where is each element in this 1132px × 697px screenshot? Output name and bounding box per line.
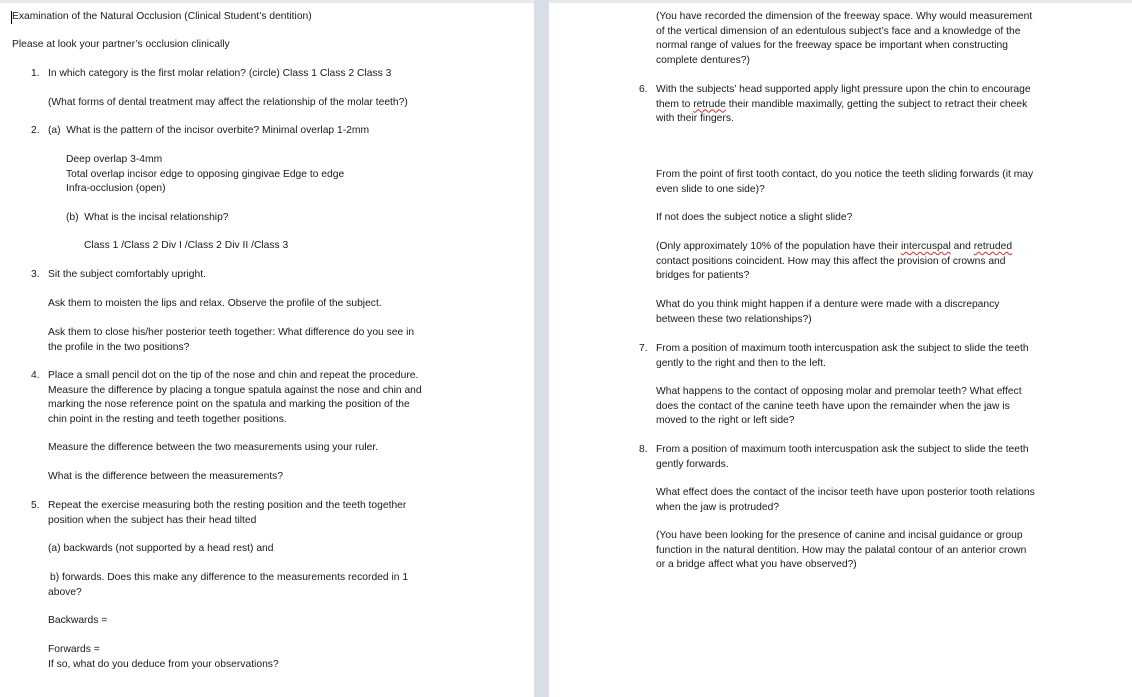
q6-line[interactable]: With the subjects’ head supported apply light pressure upon the chin to encourage (656, 84, 1031, 95)
q2b-classes[interactable]: Class 1 /Class 2 Div I /Class 2 Div II /Class 3 (84, 240, 289, 251)
q8-note-line[interactable]: or a bridge affect what you have observed?) (656, 559, 857, 570)
q6-paragraph[interactable]: If not does the subject notice a slight slide? (656, 212, 853, 223)
spelling-error-retrude[interactable]: retrude (693, 98, 726, 110)
q4-line[interactable]: Place a small pencil dot on the tip of the nose and chin and repeat the procedure. (48, 370, 419, 381)
q5-line[interactable]: position when the subject has their head tilted (48, 514, 257, 526)
q2b-text[interactable]: (b) What is the incisal relationship? (66, 212, 229, 223)
q6-note-start: (Only approximately 10% of the population have their (656, 241, 901, 252)
q6-note-line[interactable]: What do you think might happen if a denture were made with a discrepancy (656, 299, 1000, 310)
document-page-left (0, 0, 534, 697)
document-page-right (549, 0, 1132, 697)
q3-paragraph[interactable]: Ask them to moisten the lips and relax. Observe the profile of the subject. (48, 298, 382, 309)
q8-paragraph-line[interactable]: What effect does the contact of the incisor teeth have upon posterior tooth relations (656, 487, 1035, 498)
page-gutter (534, 0, 549, 697)
freeway-line[interactable]: (You have recorded the dimension of the freeway space. Why would measurement (656, 11, 1033, 22)
q8-note-line[interactable]: function in the natural dentition. How may the palatal contour of an anterior crown (656, 544, 1027, 556)
q3-text[interactable]: Sit the subject comfortably upright. (48, 269, 206, 280)
q5b-line[interactable]: above? (48, 586, 82, 598)
q4-number: 4. (31, 370, 40, 381)
q8-line[interactable]: gently forwards. (656, 458, 729, 470)
q7-number: 7. (639, 343, 648, 354)
q6-note-line[interactable]: bridges for patients? (656, 270, 750, 281)
q1-text[interactable]: In which category is the first molar relation? (circle) Class 1 Class 2 Class 3 (48, 68, 392, 79)
freeway-line[interactable]: of the vertical dimension of an edentulous subject’s face and a knowledge of the (656, 25, 1021, 37)
q6-line-end: their mandible maximally, getting the subject to retract their cheek (725, 98, 1028, 110)
q8-number: 8. (639, 444, 648, 455)
q4-paragraph[interactable]: What is the difference between the measurements? (48, 471, 284, 482)
q5a-text[interactable]: (a) backwards (not supported by a head rest) and (48, 543, 274, 554)
q6-note-line[interactable]: between these two relationships?) (656, 313, 812, 325)
q4-line[interactable]: Measure the difference by placing a tongue spatula against the nose and chin and (48, 384, 422, 396)
q6-paragraph-line[interactable]: even slide to one side)? (656, 183, 765, 195)
freeway-line[interactable]: normal range of values for the freeway space be important when constructing (656, 40, 1008, 51)
q1-number: 1. (31, 68, 40, 79)
q5-line[interactable]: Repeat the exercise measuring both the resting position and the teeth together (48, 500, 407, 511)
q7-line[interactable]: gently to the right and then to the left. (656, 357, 827, 369)
q6-number: 6. (639, 84, 648, 95)
q6-line-start: them to (656, 98, 694, 110)
q3-paragraph-line[interactable]: the profile in the two positions? (48, 341, 190, 353)
forwards-field[interactable]: Forwards = (48, 644, 100, 655)
q8-paragraph-line[interactable]: when the jaw is protruded? (656, 501, 780, 513)
q7-paragraph-line[interactable]: does the contact of the canine teeth have upon the remainder when the jaw is (656, 400, 1010, 412)
q2-number: 2. (31, 125, 40, 136)
q6-line[interactable]: with their fingers. (656, 113, 734, 124)
q7-line[interactable]: From a position of maximum tooth intercuspation ask the subject to slide the teeth (656, 343, 1029, 354)
q6-note-line[interactable] (656, 240, 1012, 255)
q2-option[interactable]: Infra-occlusion (open) (66, 183, 166, 194)
q1-subquestion[interactable]: (What forms of dental treatment may affect the relationship of the molar teeth?) (48, 97, 408, 108)
q5b-line[interactable]: b) forwards. Does this make any difference to the measurements recorded in 1 (50, 572, 409, 583)
q6-paragraph-line[interactable]: From the point of first tooth contact, do you notice the teeth sliding forwards (it may (656, 169, 1034, 180)
q3-paragraph-line[interactable]: Ask them to close his/her posterior teeth together: What difference do you see in (48, 327, 415, 338)
q6-note-mid: and (950, 241, 974, 252)
spelling-error-intercuspal[interactable]: intercuspal (900, 241, 951, 252)
q8-line[interactable]: From a position of maximum tooth intercuspation ask the subject to slide the teeth (656, 444, 1029, 455)
q2-text[interactable]: (a) What is the pattern of the incisor overbite? Minimal overlap 1-2mm (48, 125, 370, 136)
q5-number: 5. (31, 500, 40, 511)
q5-deduce[interactable]: If so, what do you deduce from your observations? (48, 658, 279, 670)
q2-option[interactable]: Deep overlap 3-4mm (66, 154, 163, 165)
page-top-edge (0, 0, 534, 3)
q7-paragraph-line[interactable]: What happens to the contact of opposing molar and premolar teeth? What effect (656, 386, 1022, 397)
q8-note-line[interactable]: (You have been looking for the presence of canine and incisal guidance or group (656, 530, 1023, 541)
q7-paragraph-line[interactable]: moved to the right or left side? (656, 415, 795, 426)
q6-note-line[interactable]: contact positions coincident. How may this affect the provision of crowns and (656, 255, 1006, 267)
q2-option[interactable]: Total overlap incisor edge to opposing gingivae Edge to edge (66, 168, 345, 180)
q4-line[interactable]: chin point in the resting and teeth together positions. (48, 413, 287, 425)
page-top-edge (549, 0, 1132, 3)
backwards-field[interactable]: Backwards = (48, 615, 108, 626)
q4-paragraph[interactable]: Measure the difference between the two measurements using your ruler. (48, 442, 379, 453)
q4-line[interactable]: marking the nose reference point on the spatula and marking the position of the (48, 399, 410, 410)
freeway-line[interactable]: complete dentures?) (656, 54, 750, 66)
q6-line[interactable] (656, 98, 1027, 113)
q3-number: 3. (31, 269, 40, 280)
spelling-error-retruded[interactable]: retruded (973, 241, 1013, 252)
document-title[interactable]: Examination of the Natural Occlusion (Clinical Student’s dentition) (12, 11, 312, 22)
intro-text[interactable]: Please at look your partner’s occlusion clinically (12, 39, 230, 50)
